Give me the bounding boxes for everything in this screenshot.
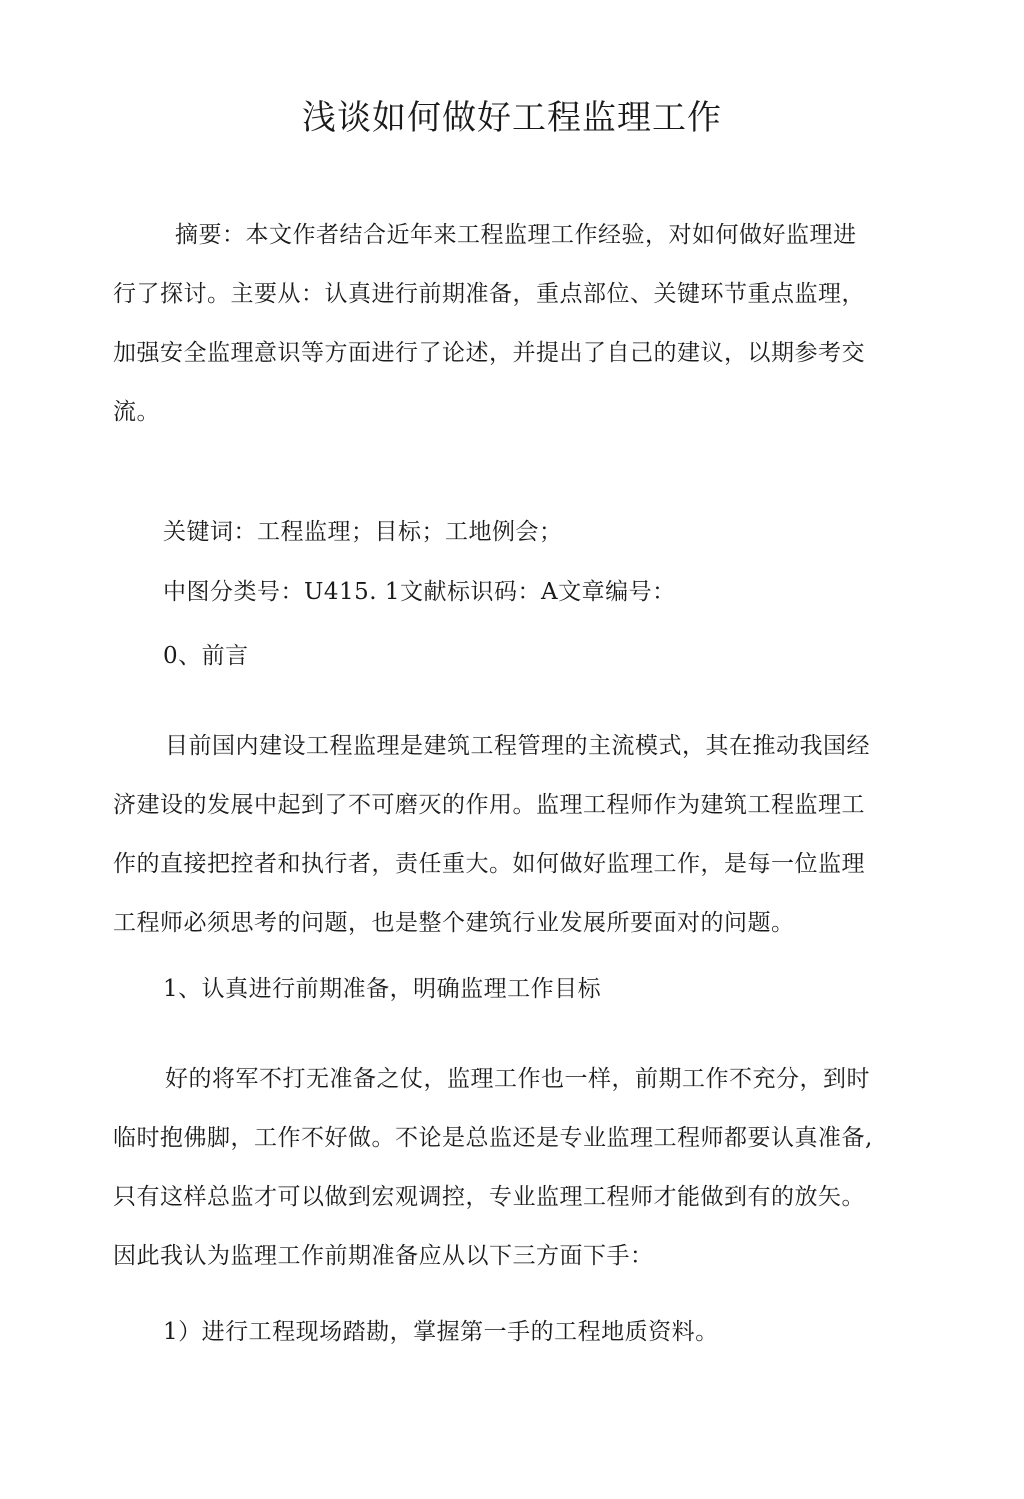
section1-line: 只有这样总监才可以做到宏观调控，专业监理工程师才能做到有的放矢。 <box>113 1184 865 1210</box>
intro-line: 济建设的发展中起到了不可磨灭的作用。监理工程师作为建筑工程监理工 <box>113 792 865 818</box>
section1-line: 临时抱佛脚，工作不好做。不论是总监还是专业监理工程师都要认真准备, <box>113 1125 873 1151</box>
list-item-1: 1）进行工程现场踏勘，掌握第一手的工程地质资料。 <box>163 1319 719 1345</box>
section1-paragraph <box>113 1050 883 1286</box>
classification-line: 中图分类号：U415. 1文献标识码：A文章编号： <box>163 579 676 605</box>
abstract-line: 行了探讨。主要从：认真进行前期准备，重点部位、关键环节重点监理， <box>113 281 865 307</box>
section1-line: 因此我认为监理工作前期准备应从以下三方面下手： <box>113 1243 654 1269</box>
section-heading-1: 1、认真进行前期准备，明确监理工作目标 <box>163 976 602 1002</box>
abstract-line: 流。 <box>113 399 160 425</box>
abstract-paragraph <box>113 206 883 442</box>
abstract-line: 加强安全监理意识等方面进行了论述，并提出了自己的建议，以期参考交 <box>113 340 865 366</box>
document-title: 浅谈如何做好工程监理工作 <box>302 98 722 138</box>
section-heading-preface: 0、前言 <box>163 643 249 669</box>
keywords-line: 关键词：工程监理；目标；工地例会； <box>163 519 563 545</box>
section1-line: 好的将军不打无准备之仗，监理工作也一样，前期工作不充分，到时 <box>165 1066 870 1092</box>
intro-paragraph <box>113 717 883 953</box>
intro-line: 作的直接把控者和执行者，责任重大。如何做好监理工作，是每一位监理 <box>113 851 865 877</box>
intro-line: 目前国内建设工程监理是建筑工程管理的主流模式，其在推动我国经 <box>165 733 870 759</box>
abstract-line: 摘要：本文作者结合近年来工程监理工作经验，对如何做好监理进 <box>175 222 857 248</box>
intro-line: 工程师必须思考的问题，也是整个建筑行业发展所要面对的问题。 <box>113 910 795 936</box>
